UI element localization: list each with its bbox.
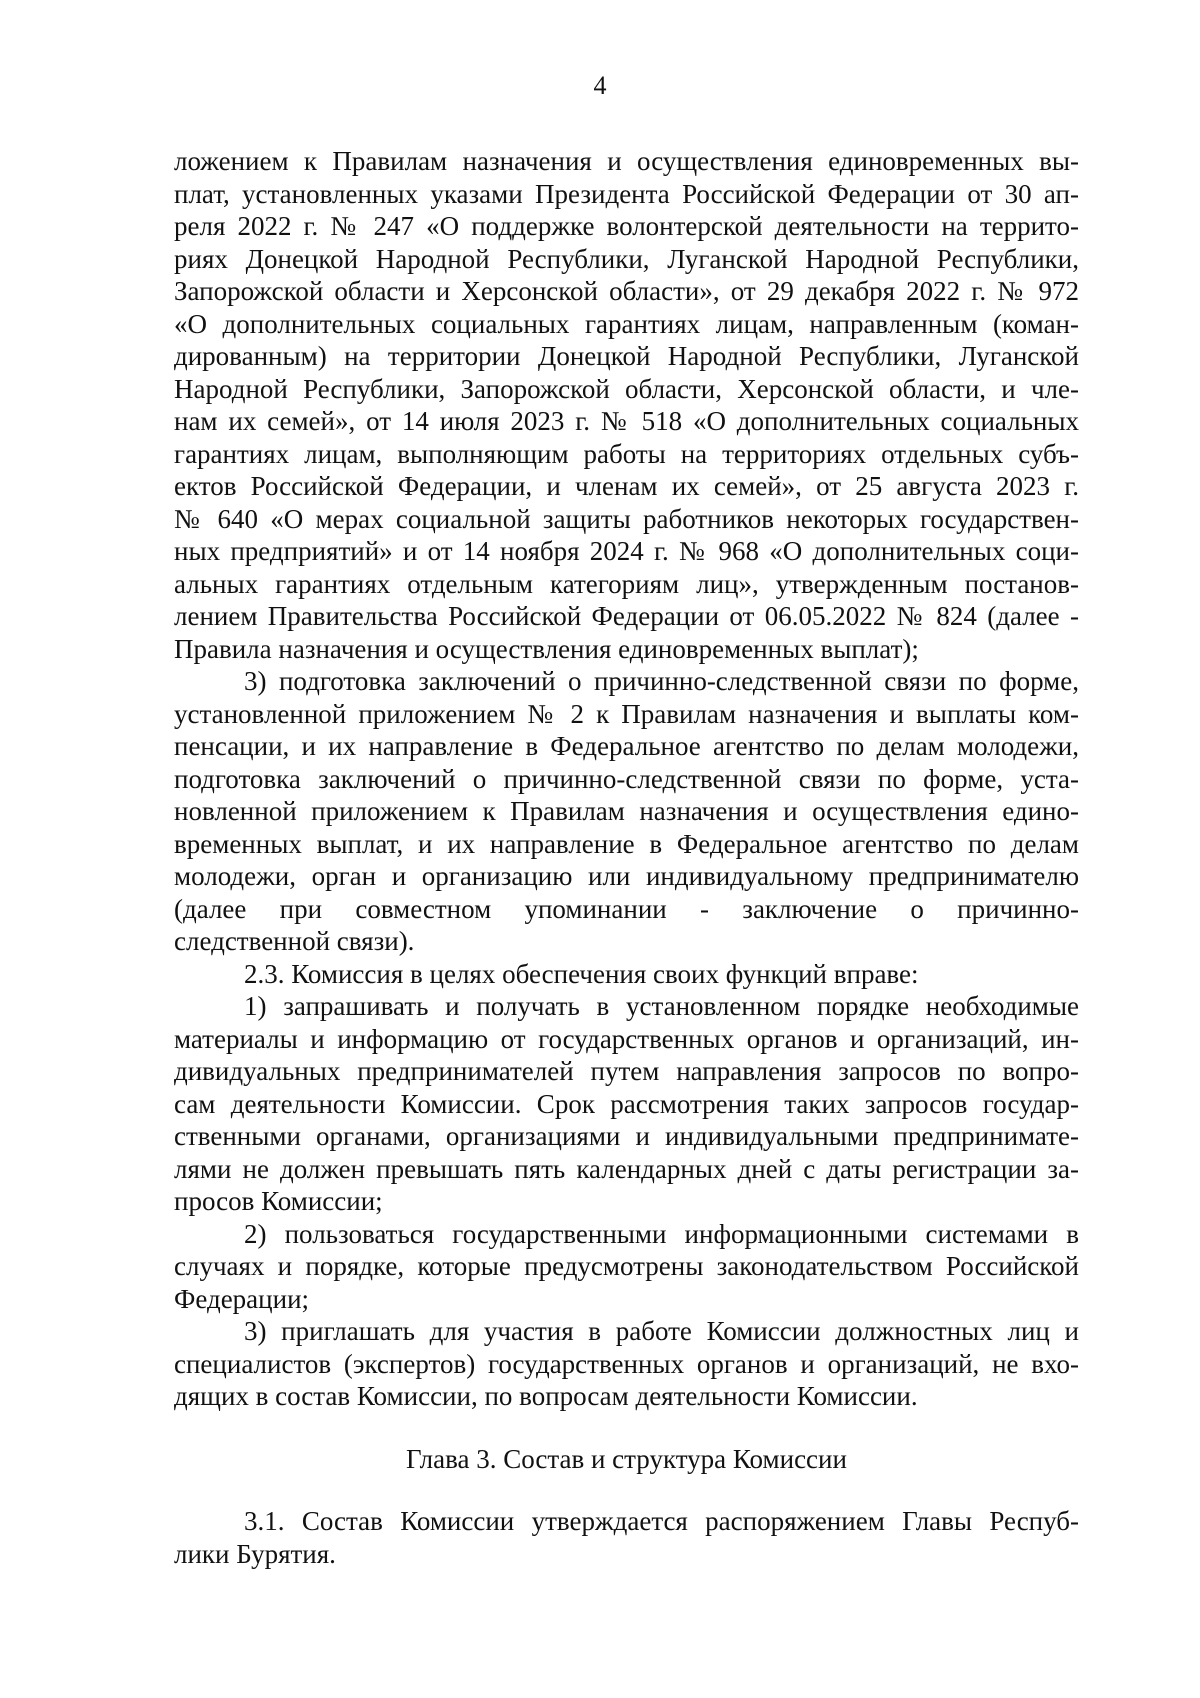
text-line: новленной приложением к Правилам назначения и осуществления едино- bbox=[174, 796, 1079, 826]
text-line: реля 2022 г. № 247 «О поддержке волонтерской деятельности на террито- bbox=[174, 211, 1079, 241]
text-line: лями не должен превышать пять календарных дней с даты регистрации за- bbox=[174, 1153, 1079, 1184]
text-line: альных гарантиях отдельным категориям лиц», утвержденным постанов- bbox=[174, 568, 1079, 599]
text-line: случаях и порядке, которые предусмотрены законодательством Российской bbox=[174, 1251, 1079, 1281]
paragraph-section-2-3 bbox=[174, 958, 1079, 991]
text-line: гарантиях лицам, выполняющим работы на территориях отдельных субъ- bbox=[174, 438, 1079, 469]
text-line: риях Донецкой Народной Республики, Луганской Народной Республики, bbox=[174, 243, 1079, 274]
text-line: Федерации; bbox=[174, 1283, 310, 1314]
text-line: молодежи, орган и организацию или индивидуальному предпринимателю bbox=[174, 861, 1079, 891]
text-line: 3.1. Состав Комиссии утверждается распоряжением Главы Респуб- bbox=[244, 1506, 1079, 1536]
text-line: «О дополнительных социальных гарантиях лицам, направленным (коман- bbox=[174, 308, 1079, 339]
text-line: временных выплат, и их направление в Федеральное агентство по делам bbox=[174, 828, 1079, 859]
text-line: материалы и информацию от государственных органов и организаций, ин- bbox=[174, 1023, 1079, 1054]
text-line: установленной приложением № 2 к Правилам назначения и выплаты ком- bbox=[174, 698, 1079, 729]
text-line: Правила назначения и осуществления единовременных выплат); bbox=[174, 633, 919, 664]
text-line: дящих в состав Комиссии, по вопросам деятельности Комиссии. bbox=[174, 1381, 918, 1411]
text-line: просов Комиссии; bbox=[174, 1186, 383, 1216]
text-line: пенсации, и их направление в Федеральное агентство по делам молодежи, bbox=[174, 731, 1079, 761]
paragraph-section-3-1 bbox=[174, 1505, 1079, 1570]
text-line: ектов Российской Федерации, и членам их семей», от 25 августа 2023 г. bbox=[174, 471, 1079, 501]
text-line: лики Бурятия. bbox=[174, 1538, 336, 1569]
text-line: сам деятельности Комиссии. Срок рассмотрения таких запросов государ- bbox=[174, 1088, 1079, 1119]
paragraph-item-3-invite bbox=[174, 1315, 1079, 1413]
text-line: ных предприятий» и от 14 ноября 2024 г. № 968 «О дополнительных соци- bbox=[174, 536, 1079, 566]
text-line: дированным) на территории Донецкой Народной Республики, Луганской bbox=[174, 341, 1079, 371]
text-line: (далее при совместном упоминании - заключение о причинно- bbox=[174, 893, 1079, 924]
text-line: 3) подготовка заключений о причинно-следственной связи по форме, bbox=[244, 666, 1079, 696]
text-line: Запорожской области и Херсонской области», от 29 декабря 2022 г. № 972 bbox=[174, 276, 1079, 306]
page-number: 4 bbox=[593, 71, 607, 100]
paragraph-item-3-conclusions bbox=[174, 665, 1079, 958]
text-line: 2.3. Комиссия в целях обеспечения своих функций вправе: bbox=[244, 958, 919, 989]
paragraph-continuation bbox=[174, 145, 1079, 665]
chapter-heading: Глава 3. Состав и структура Комиссии bbox=[406, 1443, 847, 1474]
document-body bbox=[174, 145, 1079, 1570]
text-line: 2) пользоваться государственными информационными системами в bbox=[244, 1218, 1079, 1249]
text-line: ственными органами, организациями и индивидуальными предпринимате- bbox=[174, 1121, 1079, 1151]
paragraph-item-2-systems bbox=[174, 1218, 1079, 1316]
text-line: подготовка заключений о причинно-следственной связи по форме, уста- bbox=[174, 763, 1079, 794]
text-line: дивидуальных предпринимателей путем направления запросов по вопро- bbox=[174, 1056, 1079, 1086]
text-line: 3) приглашать для участия в работе Комиссии должностных лиц и bbox=[244, 1316, 1079, 1346]
paragraph-item-1-request bbox=[174, 990, 1079, 1218]
text-line: 1) запрашивать и получать в установленном порядке необходимые bbox=[244, 991, 1079, 1021]
text-line: следственной связи). bbox=[174, 926, 415, 956]
text-line: лением Правительства Российской Федерации от 06.05.2022 № 824 (далее - bbox=[174, 601, 1079, 631]
text-line: ложением к Правилам назначения и осуществления единовременных вы- bbox=[174, 146, 1079, 176]
text-line: специалистов (экспертов) государственных органов и организаций, не вхо- bbox=[174, 1348, 1079, 1379]
text-line: нам их семей», от 14 июля 2023 г. № 518 «О дополнительных социальных bbox=[174, 406, 1079, 436]
text-line: № 640 «О мерах социальной защиты работников некоторых государствен- bbox=[174, 503, 1079, 534]
text-line: плат, установленных указами Президента Российской Федерации от 30 ап- bbox=[174, 178, 1079, 209]
text-line: Народной Республики, Запорожской области, Херсонской области, и чле- bbox=[174, 373, 1079, 404]
